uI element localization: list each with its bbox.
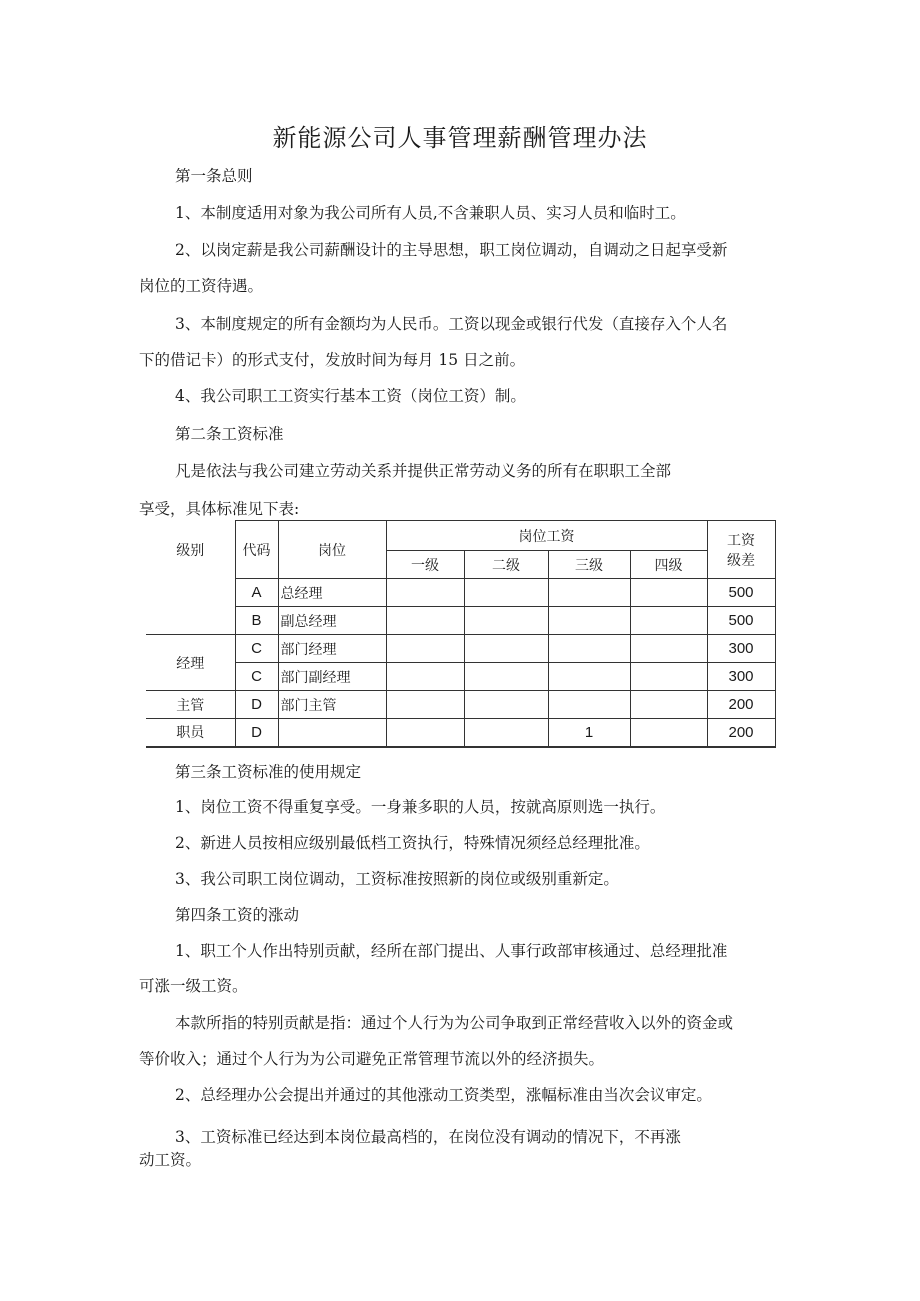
table-row [146, 663, 775, 691]
section-4-para-1-line-2: 可涨一级工资。 [139, 977, 248, 995]
section-2-intro-line-2: 享受，具体标准见下表: [139, 500, 300, 518]
row-position: 副总经理 [278, 607, 386, 635]
row-position [278, 719, 386, 747]
section-4-heading: 第四条工资的涨动 [175, 906, 300, 924]
section-3-para-1: 1、岗位工资不得重复享受。一身兼多职的人员，按就高原则选一执行。 [175, 798, 666, 816]
row-wage-diff: 200 [707, 691, 775, 719]
header-grade-4: 四级 [630, 551, 707, 579]
header-grade-2: 二级 [464, 551, 548, 579]
header-wage-diff-line-2: 级差 [727, 552, 755, 569]
header-wage-diff [707, 521, 775, 579]
level-group-supervisor: 主管 [146, 691, 235, 719]
row-wage-diff: 500 [707, 579, 775, 607]
section-3-para-2: 2、新进人员按相应级别最低档工资执行，特殊情况须经总经理批准。 [175, 834, 650, 852]
row-wage-diff: 300 [707, 635, 775, 663]
section-1-heading: 第一条总则 [175, 167, 253, 185]
row-code: C [235, 635, 278, 663]
level-group-staff: 职员 [146, 719, 235, 747]
table-row [146, 691, 775, 719]
section-3-para-3: 3、我公司职工岗位调动，工资标准按照新的岗位或级别重新定。 [175, 870, 619, 888]
section-4-para-3-line-1: 3、工资标准已经达到本岗位最高档的，在岗位没有调动的情况下，不再涨 [175, 1128, 681, 1146]
row-code: D [235, 719, 278, 747]
section-2-intro-line-1: 凡是依法与我公司建立劳动关系并提供正常劳动义务的所有在职职工全部 [175, 462, 672, 480]
header-wage-diff-line-1: 工资 [727, 532, 755, 549]
header-position: 岗位 [278, 521, 386, 579]
section-4-note-line-1: 本款所指的特别贡献是指：通过个人行为为公司争取到正常经营收入以外的资金或 [175, 1014, 734, 1032]
section-4-para-2: 2、总经理办公会提出并通过的其他涨动工资类型，涨幅标准由当次会议审定。 [175, 1086, 712, 1104]
header-grade-1: 一级 [386, 551, 464, 579]
section-4-para-1-line-1: 1、职工个人作出特别贡献，经所在部门提出、人事行政部审核通过、总经理批准 [175, 942, 728, 960]
row-position: 总经理 [278, 579, 386, 607]
page-title: 新能源公司人事管理薪酬管理办法 [272, 124, 648, 152]
section-2-heading: 第二条工资标准 [175, 425, 284, 443]
header-code: 代码 [235, 521, 278, 579]
table-row [146, 607, 775, 635]
row-position: 部门副经理 [278, 663, 386, 691]
table-row: 职员 D 1 200 [146, 719, 775, 747]
section-1-para-3-line-2: 下的借记卡）的形式支付，发放时间为每月 15 日之前。 [139, 351, 526, 369]
row-code: A [235, 579, 278, 607]
header-position-wage: 岗位工资 [386, 521, 707, 551]
header-level: 级别 [146, 521, 235, 579]
row-code: B [235, 607, 278, 635]
row-code: D [235, 691, 278, 719]
row-wage-diff: 200 [707, 719, 775, 747]
section-4-para-3-line-2: 动工资。 [139, 1151, 202, 1169]
table-row [146, 579, 775, 607]
section-1-para-4: 4、我公司职工工资实行基本工资（岗位工资）制。 [175, 387, 526, 405]
row-position: 部门主管 [278, 691, 386, 719]
row-code: C [235, 663, 278, 691]
section-1-para-2-line-2: 岗位的工资待遇。 [139, 277, 264, 295]
section-1-para-2-line-1: 2、以岗定薪是我公司薪酬设计的主导思想，职工岗位调动，自调动之日起享受新 [175, 241, 728, 259]
table-row [146, 635, 775, 663]
row-wage-diff: 300 [707, 663, 775, 691]
salary-table [146, 520, 776, 748]
level-group-manager: 经理 [146, 635, 235, 691]
section-1-para-3-line-1: 3、本制度规定的所有金额均为人民币。工资以现金或银行代发（直接存入个人名 [175, 315, 728, 333]
section-4-note-line-2: 等价收入；通过个人行为为公司避免正常管理节流以外的经济损失。 [139, 1050, 605, 1068]
row-position: 部门经理 [278, 635, 386, 663]
header-grade-3: 三级 [548, 551, 630, 579]
section-3-heading: 第三条工资标准的使用规定 [175, 763, 362, 781]
row-wage-diff: 500 [707, 607, 775, 635]
section-1-para-1: 1、本制度适用对象为我公司所有人员,不含兼职人员、实习人员和临时工。 [175, 204, 686, 222]
